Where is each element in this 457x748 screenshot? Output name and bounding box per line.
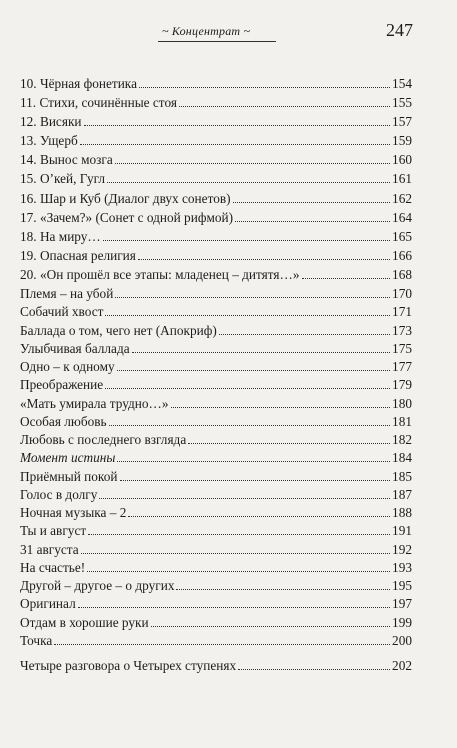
dot-leader <box>84 125 391 126</box>
toc-entry-page: 164 <box>392 209 412 225</box>
toc-entry-page: 185 <box>392 468 412 484</box>
toc-entry <box>20 74 412 93</box>
toc-entry-page: 199 <box>392 614 412 630</box>
dot-leader <box>151 626 390 627</box>
toc-entry <box>20 131 412 150</box>
running-header-rule <box>158 41 276 42</box>
toc-entry-title: Племя – на убой <box>20 286 114 301</box>
toc-entry-title: Баллада о том, чего нет (Апокриф) <box>20 322 217 338</box>
dot-leader <box>105 315 390 316</box>
toc-entry-title: Оригинал <box>20 596 76 612</box>
dot-leader <box>80 144 390 145</box>
dot-leader <box>117 461 390 462</box>
dot-leader <box>302 278 391 279</box>
toc-entry-title: Четыре разговора о Четырех ступенях <box>20 658 237 673</box>
toc-entry <box>20 340 412 358</box>
toc-entry-title: Собачий хвост <box>20 304 104 320</box>
dot-leader <box>105 388 390 389</box>
toc-entry-title: Ты и август <box>20 523 87 539</box>
toc-entry-title: Отдам в хорошие руки <box>20 614 149 630</box>
toc-entry-title: На счастье! <box>20 559 86 575</box>
toc-entry-title: 17. «Зачем?» (Сонет с одной рифмой) <box>20 209 234 225</box>
dot-leader <box>78 607 390 608</box>
toc-entry-page: 179 <box>392 377 412 393</box>
toc-entry-title: Любовь с последнего взгляда <box>20 432 187 447</box>
running-header-title: ~ Концентрат ~ <box>162 24 251 38</box>
dot-leader <box>219 334 390 335</box>
dot-leader <box>132 352 390 353</box>
toc-entry <box>20 449 412 467</box>
dot-leader <box>179 106 390 107</box>
toc-entry <box>20 285 412 303</box>
toc-entry-page: 170 <box>392 286 412 301</box>
dot-leader <box>235 221 390 222</box>
toc-entry <box>20 614 412 632</box>
toc-entry <box>20 395 412 413</box>
toc-section-numbered <box>20 74 412 284</box>
toc-entry <box>20 577 412 595</box>
toc-section-final <box>20 656 412 675</box>
dot-leader <box>117 370 390 371</box>
dot-leader <box>109 425 390 426</box>
toc-entry-page: 166 <box>392 247 412 263</box>
toc-entry-page: 155 <box>392 95 412 111</box>
toc-entry-title: 19. Опасная религия <box>20 247 136 263</box>
toc-entry-title: 16. Шар и Куб (Диалог двух сонетов) <box>20 190 231 206</box>
dot-leader <box>81 553 390 554</box>
toc-entry-page: 159 <box>392 133 412 149</box>
toc-entry-page: 165 <box>392 228 412 244</box>
dot-leader <box>139 87 390 88</box>
toc-entry <box>20 632 412 650</box>
dot-leader <box>115 163 390 164</box>
toc-entry-page: 182 <box>392 432 412 447</box>
toc-entry-page: 193 <box>392 559 412 575</box>
toc-entry <box>20 595 412 613</box>
toc-entry <box>20 93 412 112</box>
dot-leader <box>103 240 390 241</box>
dot-leader <box>120 480 391 481</box>
toc-entry-page: 187 <box>392 486 412 502</box>
toc-entry-page: 157 <box>392 114 412 130</box>
toc-entry-title: 31 августа <box>20 541 79 557</box>
toc-entry-title: Одно – к одному <box>20 359 115 374</box>
toc-entry-title: 20. «Он прошёл все этапы: младенец – дитятя…» <box>20 266 300 282</box>
toc-section-poems <box>20 285 412 650</box>
dot-leader <box>88 534 390 535</box>
toc-entry-page: 161 <box>392 171 412 187</box>
toc-entry-title: Преображение <box>20 377 104 393</box>
dot-leader <box>99 498 390 499</box>
toc-entry <box>20 376 412 394</box>
toc-entry <box>20 522 412 540</box>
toc-entry-page: 180 <box>392 395 412 411</box>
toc-entry-page: 181 <box>392 413 412 429</box>
toc-entry-page: 184 <box>392 450 412 466</box>
toc-entry-title: 15. О’кей, Гугл <box>20 171 106 187</box>
toc-entry-title: 13. Ущерб <box>20 133 78 149</box>
toc-entry-title: 11. Стихи, сочинённые стоя <box>20 95 177 111</box>
toc-entry-page: 162 <box>392 190 412 206</box>
toc-entry <box>20 559 412 577</box>
dot-leader <box>233 202 390 203</box>
toc-entry-page: 171 <box>392 304 412 320</box>
toc-entry-title: Особая любовь <box>20 413 107 429</box>
toc-entry <box>20 541 412 559</box>
toc-entry <box>20 265 412 284</box>
dot-leader <box>238 669 390 670</box>
toc-entry-page: 177 <box>392 359 412 374</box>
toc-entry-page: 200 <box>392 632 412 648</box>
toc-entry <box>20 413 412 431</box>
toc-entry <box>20 303 412 321</box>
dot-leader <box>171 407 391 408</box>
toc-entry-page: 191 <box>392 523 412 539</box>
toc-entry-page: 175 <box>392 340 412 356</box>
dot-leader <box>115 297 390 298</box>
toc-entry <box>20 322 412 340</box>
toc-entry-page: 168 <box>392 266 412 282</box>
toc-entry-page: 197 <box>392 596 412 612</box>
toc-entry <box>20 227 412 246</box>
toc-entry <box>20 208 412 227</box>
toc-entry-page: 202 <box>392 658 412 673</box>
toc-entry <box>20 504 412 522</box>
toc-entry-title: Другой – другое – о других <box>20 578 175 593</box>
toc-entry-page: 173 <box>392 322 412 338</box>
toc-entry-title: 12. Висяки <box>20 114 82 130</box>
toc-entry <box>20 150 412 169</box>
dot-leader <box>188 443 390 444</box>
toc-entry <box>20 112 412 131</box>
toc-entry-page: 192 <box>392 541 412 557</box>
toc-entry <box>20 169 412 188</box>
dot-leader <box>54 644 390 645</box>
toc-entry-page: 154 <box>392 76 412 91</box>
toc-entry-title: 10. Чёрная фонетика <box>20 76 137 91</box>
toc-entry-title: Момент истины <box>20 450 116 466</box>
page-number: 247 <box>386 20 413 40</box>
dot-leader <box>87 571 390 572</box>
dot-leader <box>107 182 390 183</box>
toc-entry-title: Голос в долгу <box>20 486 98 502</box>
dot-leader <box>138 259 390 260</box>
toc-entry-page: 160 <box>392 152 412 168</box>
toc-entry <box>20 358 412 376</box>
toc-entry <box>20 656 412 675</box>
toc-entry <box>20 431 412 449</box>
dot-leader <box>176 589 390 590</box>
toc-entry <box>20 486 412 504</box>
toc-entry-page: 195 <box>392 578 412 593</box>
toc-entry <box>20 246 412 265</box>
toc-entry-title: Ночная музыка – 2 <box>20 505 127 520</box>
toc-entry-title: 18. На миру… <box>20 228 101 244</box>
toc-entry-title: Улыбчивая баллада <box>20 340 130 356</box>
dot-leader <box>128 516 390 517</box>
toc-entry <box>20 468 412 486</box>
toc-entry-title: Точка <box>20 632 53 648</box>
toc-entry-page: 188 <box>392 505 412 520</box>
toc-entry-title: Приёмный покой <box>20 468 118 484</box>
toc-entry-title: 14. Вынос мозга <box>20 152 113 168</box>
toc-entry-title: «Мать умирала трудно…» <box>20 395 169 411</box>
toc-entry <box>20 189 412 208</box>
